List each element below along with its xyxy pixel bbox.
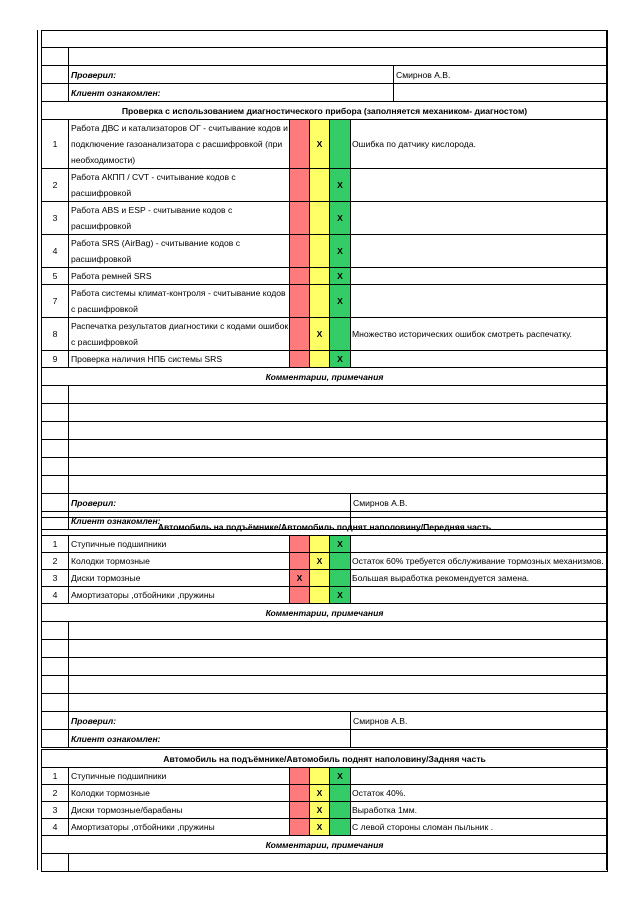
comments-label: Комментарии, примечания (42, 836, 608, 854)
checklist-row (42, 202, 608, 235)
status-red-cell[interactable] (290, 235, 310, 268)
status-yellow-cell[interactable] (310, 202, 330, 235)
checklist-row (42, 169, 608, 202)
item-description: Работа ABS и ESP - считывание кодов с расшифровкой (69, 202, 290, 235)
checklist-row (42, 318, 608, 351)
checklist-row (42, 351, 608, 368)
status-mark: X (337, 271, 343, 281)
top-block (41, 30, 608, 102)
row-number: 4 (42, 587, 69, 604)
row-number: 3 (42, 202, 69, 235)
section-diagnostics (41, 101, 608, 530)
status-green-cell[interactable] (330, 202, 351, 235)
item-description: Колодки тормозные (69, 785, 290, 802)
comments-label: Комментарии, примечания (42, 368, 608, 386)
status-yellow-cell[interactable] (310, 285, 330, 318)
comment-line[interactable] (69, 476, 608, 494)
item-note[interactable]: Выработка 1мм. (351, 802, 608, 819)
blank-cell (42, 48, 69, 66)
checklist-row (42, 587, 608, 604)
status-mark: X (316, 139, 323, 149)
item-description: Работа ДВС и катализаторов ОГ - считывание кодов и подключение газоанализатора с расшифровкой (при необходимости) (69, 120, 290, 169)
item-note[interactable]: Большая выработка рекомендуется замена. (351, 570, 608, 587)
item-note[interactable] (351, 351, 608, 368)
status-green-cell[interactable] (330, 570, 351, 587)
status-green-cell[interactable] (330, 285, 351, 318)
blank-cell (42, 640, 69, 658)
checked-by-value: Смирнов А.В. (351, 712, 608, 730)
section-title: Проверка с использованием диагностического прибора (заполняется механиком- диагностом) (42, 102, 608, 120)
status-mark: X (296, 573, 303, 583)
item-description: Ступичные подшипники (69, 536, 290, 553)
item-description: Амортизаторы ,отбойники ,пружины (69, 819, 290, 836)
blank-row (42, 31, 608, 48)
status-green-cell[interactable] (330, 587, 351, 604)
status-yellow-cell[interactable] (310, 536, 330, 553)
blank-cell (42, 404, 69, 422)
item-description: Работа АКПП / CVT - считывание кодов с расшифровкой (69, 169, 290, 202)
status-red-cell[interactable] (290, 785, 310, 802)
checklist-row (42, 553, 608, 570)
checked-by-label: Проверил: (69, 66, 394, 84)
client-acknowledged-label: Клиент ознакомлен: (69, 512, 351, 530)
comment-line[interactable] (69, 658, 608, 676)
status-yellow-cell[interactable] (310, 120, 330, 169)
item-description: Распечатка результатов диагностики с кодами ошибок с расшифровкой (69, 318, 290, 351)
status-red-cell[interactable] (290, 268, 310, 285)
row-number: 5 (42, 268, 69, 285)
status-green-cell[interactable] (330, 536, 351, 553)
item-description: Диски тормозные (69, 570, 290, 587)
item-note[interactable] (351, 285, 608, 318)
status-red-cell[interactable] (290, 570, 310, 587)
blank-cell (42, 476, 69, 494)
blank-cell (42, 694, 69, 712)
client-acknowledged-value (351, 730, 608, 748)
blank-cell (42, 494, 69, 512)
item-description: Амортизаторы ,отбойники ,пружины (69, 587, 290, 604)
status-green-cell[interactable] (330, 785, 351, 802)
status-mark: X (337, 180, 343, 190)
blank-cell (42, 84, 69, 102)
comment-line[interactable] (69, 694, 608, 712)
checked-by-value: Смирнов А.В. (394, 66, 608, 84)
item-note[interactable] (351, 268, 608, 285)
row-number: 2 (42, 169, 69, 202)
row-number: 1 (42, 768, 69, 785)
checked-by-value: Смирнов А.В. (351, 494, 608, 512)
status-yellow-cell[interactable] (310, 785, 330, 802)
status-mark: X (316, 329, 323, 339)
status-red-cell[interactable] (290, 202, 310, 235)
status-mark: X (337, 296, 343, 306)
item-description: Колодки тормозные (69, 553, 290, 570)
row-number: 1 (42, 120, 69, 169)
status-red-cell[interactable] (290, 553, 310, 570)
item-description: Работа ремней SRS (69, 268, 290, 285)
blank-cell (42, 676, 69, 694)
status-mark: X (337, 213, 343, 223)
section-rear-axle (41, 749, 608, 872)
status-mark: X (316, 805, 323, 815)
blank-cell (42, 422, 69, 440)
item-note[interactable]: Ошибка по датчику кислорода. (351, 120, 608, 169)
comment-line[interactable] (69, 622, 608, 640)
status-yellow-cell[interactable] (310, 570, 330, 587)
section-title: Автомобиль на подъёмнике/Автомобиль поднят наполовину/Передняя часть (42, 518, 608, 536)
checklist-row (42, 819, 608, 836)
row-number: 1 (42, 536, 69, 553)
checklist-row (42, 235, 608, 268)
item-note[interactable] (351, 587, 608, 604)
blank-cell (42, 622, 69, 640)
comment-line[interactable] (69, 422, 608, 440)
section-title: Автомобиль на подъёмнике/Автомобиль поднят наполовину/Задняя часть (42, 750, 608, 768)
status-green-cell[interactable] (330, 169, 351, 202)
blank-cell (42, 712, 69, 730)
row-number: 4 (42, 819, 69, 836)
blank-cell (42, 440, 69, 458)
status-yellow-cell[interactable] (310, 553, 330, 570)
item-note[interactable] (351, 202, 608, 235)
item-description: Ступичные подшипники (69, 768, 290, 785)
status-yellow-cell[interactable] (310, 318, 330, 351)
status-red-cell[interactable] (290, 802, 310, 819)
status-mark: X (316, 822, 323, 832)
status-green-cell[interactable] (330, 819, 351, 836)
client-acknowledged-label: Клиент ознакомлен: (69, 730, 351, 748)
item-note[interactable]: Остаток 40%. (351, 785, 608, 802)
status-green-cell[interactable] (330, 768, 351, 785)
blank-cell (69, 48, 608, 66)
row-number: 2 (42, 785, 69, 802)
row-number: 3 (42, 802, 69, 819)
status-red-cell[interactable] (290, 768, 310, 785)
checklist-row (42, 268, 608, 285)
blank-cell (42, 66, 69, 84)
row-number: 8 (42, 318, 69, 351)
item-description: Работа SRS (AirBag) - считывание кодов с расшифровкой (69, 235, 290, 268)
status-red-cell[interactable] (290, 536, 310, 553)
status-red-cell[interactable] (290, 169, 310, 202)
status-green-cell[interactable] (330, 802, 351, 819)
comment-line[interactable] (69, 404, 608, 422)
checklist-row (42, 768, 608, 785)
blank-cell (42, 854, 69, 872)
section-front-axle (41, 517, 608, 748)
status-red-cell[interactable] (290, 285, 310, 318)
status-red-cell[interactable] (290, 120, 310, 169)
checked-by-label: Проверил: (69, 712, 351, 730)
blank-cell (42, 658, 69, 676)
status-yellow-cell[interactable] (310, 351, 330, 368)
blank-cell (42, 730, 69, 748)
checklist-row (42, 285, 608, 318)
status-mark: X (337, 539, 343, 549)
item-note[interactable] (351, 536, 608, 553)
blank-cell (42, 386, 69, 404)
row-number: 2 (42, 553, 69, 570)
status-yellow-cell[interactable] (310, 819, 330, 836)
item-note[interactable] (351, 768, 608, 785)
status-mark: X (337, 771, 343, 781)
status-mark: X (337, 246, 343, 256)
status-red-cell[interactable] (290, 819, 310, 836)
item-note[interactable]: С левой стороны сломан пыльник . (351, 819, 608, 836)
status-yellow-cell[interactable] (310, 802, 330, 819)
row-number: 3 (42, 570, 69, 587)
margin-line (37, 30, 38, 870)
status-red-cell[interactable] (290, 351, 310, 368)
status-green-cell[interactable] (330, 268, 351, 285)
status-green-cell[interactable] (330, 235, 351, 268)
row-number: 4 (42, 235, 69, 268)
status-red-cell[interactable] (290, 318, 310, 351)
client-acknowledged-value (394, 84, 608, 102)
comment-line[interactable] (69, 640, 608, 658)
row-number: 7 (42, 285, 69, 318)
item-description: Проверка наличия НПБ системы SRS (69, 351, 290, 368)
checked-by-label: Проверил: (69, 494, 351, 512)
client-acknowledged-label: Клиент ознакомлен: (69, 84, 394, 102)
comment-line[interactable] (69, 676, 608, 694)
comment-line[interactable] (69, 440, 608, 458)
status-yellow-cell[interactable] (310, 587, 330, 604)
comment-line[interactable] (69, 854, 608, 872)
comments-label: Комментарии, примечания (42, 604, 608, 622)
status-green-cell[interactable] (330, 120, 351, 169)
item-note[interactable] (351, 169, 608, 202)
checklist-row (42, 570, 608, 587)
item-description: Работа системы климат-контроля - считывание кодов с расшифровкой (69, 285, 290, 318)
status-yellow-cell[interactable] (310, 768, 330, 785)
item-description: Диски тормозные/барабаны (69, 802, 290, 819)
status-yellow-cell[interactable] (310, 169, 330, 202)
status-red-cell[interactable] (290, 587, 310, 604)
status-green-cell[interactable] (330, 553, 351, 570)
item-note[interactable]: Множество исторических ошибок смотреть распечатку. (351, 318, 608, 351)
checklist-row (42, 785, 608, 802)
comment-line[interactable] (69, 386, 608, 404)
blank-cell (42, 458, 69, 476)
status-green-cell[interactable] (330, 351, 351, 368)
status-mark: X (316, 788, 323, 798)
status-green-cell[interactable] (330, 318, 351, 351)
item-note[interactable] (351, 235, 608, 268)
status-mark: X (337, 354, 343, 364)
status-yellow-cell[interactable] (310, 235, 330, 268)
comment-line[interactable] (69, 458, 608, 476)
status-yellow-cell[interactable] (310, 268, 330, 285)
status-mark: X (316, 556, 323, 566)
item-note[interactable]: Остаток 60% требуется обслуживание тормозных механизмов. (351, 553, 608, 570)
status-mark: X (337, 590, 343, 600)
checklist-row (42, 802, 608, 819)
checklist-row (42, 120, 608, 169)
row-number: 9 (42, 351, 69, 368)
checklist-row (42, 536, 608, 553)
